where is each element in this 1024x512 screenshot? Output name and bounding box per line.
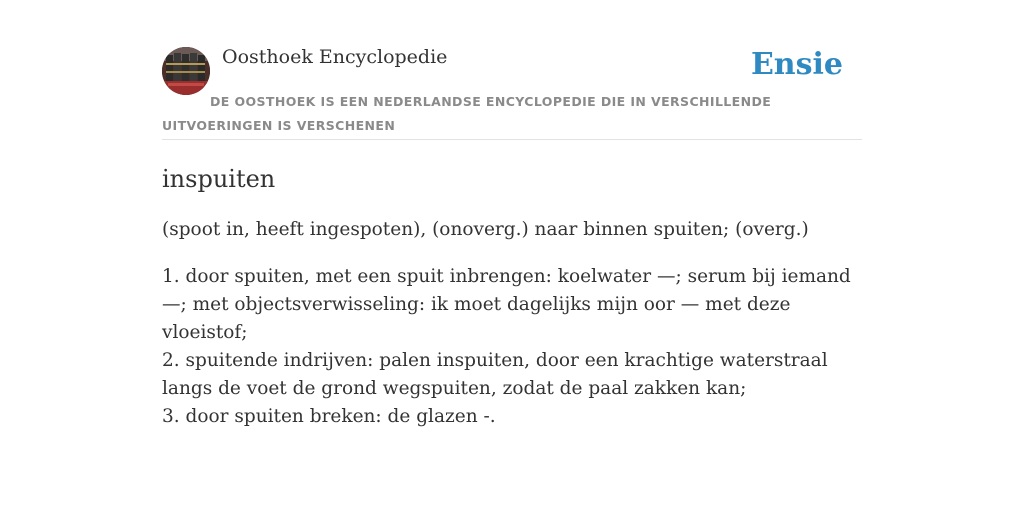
site-title-link[interactable]: Oosthoek Encyclopedie xyxy=(222,46,448,68)
definition-item: 2. spuitende indrijven: palen inspuiten, door een krachtige waterstraal langs de voet de grond wegspuiten, zodat de paal zakken kan; xyxy=(162,350,828,399)
brand-logo-link[interactable]: Ensie xyxy=(750,47,843,82)
definition-item: 3. door spuiten breken: de glazen -. xyxy=(162,406,496,427)
page xyxy=(162,0,862,512)
entry-definitions xyxy=(162,263,862,431)
encyclopedia-books-icon[interactable] xyxy=(162,47,210,95)
header xyxy=(162,0,862,140)
site-tagline: DE OOSTHOEK IS EEN NEDERLANDSE ENCYCLOPEDIE DIE IN VERSCHILLENDE UITVOERINGEN IS VERSCHENEN xyxy=(162,94,772,133)
entry-title: inspuiten xyxy=(162,165,276,193)
entry-grammar: (spoot in, heeft ingespoten), (onoverg.) naar binnen spuiten; (overg.) xyxy=(162,219,809,240)
definition-item: 1. door spuiten, met een spuit inbrengen: koelwater —; serum bij iemand —; met objectsverwisseling: ik moet dagelijks mijn oor — met deze vloeistof; xyxy=(162,266,851,343)
